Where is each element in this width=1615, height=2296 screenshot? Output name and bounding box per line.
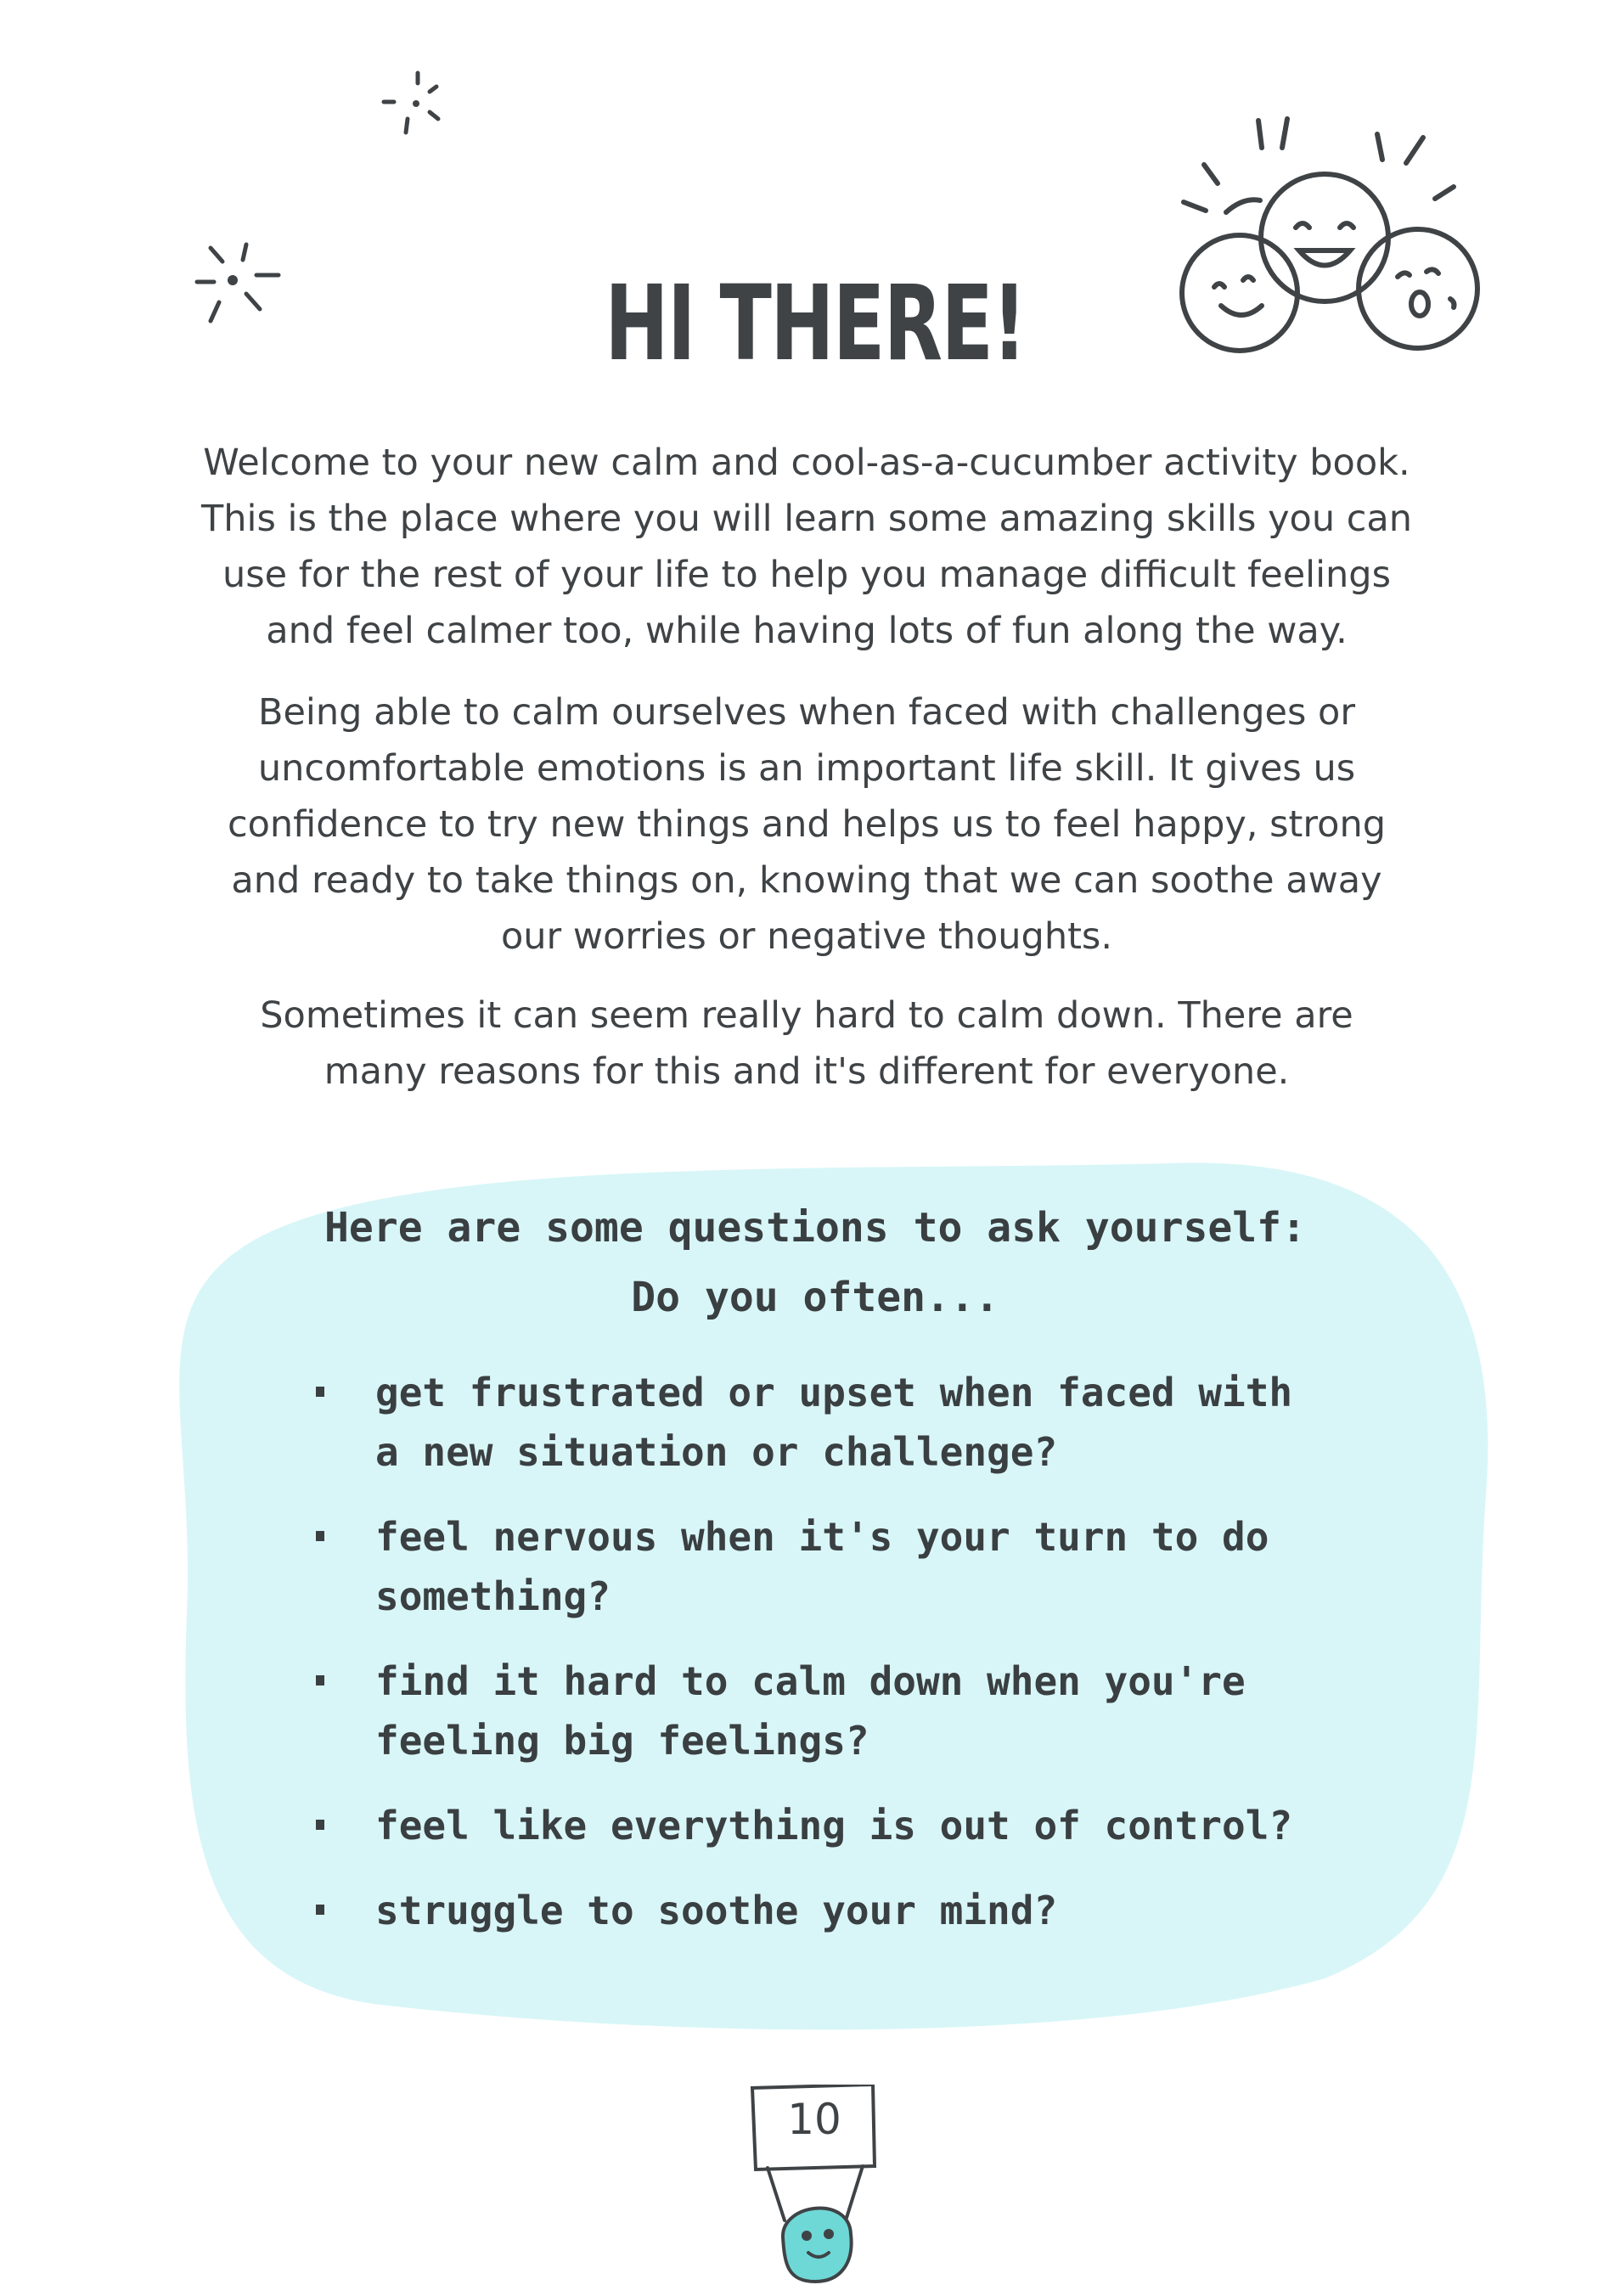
list-item <box>306 1363 1325 1482</box>
text-line: Being able to calm ourselves when faced with challenges or <box>257 691 1356 734</box>
list-item-line: feel nervous when it's your turn to do <box>375 1514 1269 1560</box>
questions-list <box>306 1363 1325 1966</box>
questions-heading <box>272 1193 1359 1332</box>
sparkle-icon <box>374 66 459 151</box>
sparkle-icon <box>185 238 295 340</box>
list-item <box>306 1796 1325 1855</box>
bullet-icon <box>316 1675 324 1685</box>
text-line: Sometimes it can seem really hard to calm down. There are <box>260 994 1353 1037</box>
text-line: Welcome to your new calm and cool-as-a-cucumber activity book. <box>203 442 1410 484</box>
list-item-line: find it hard to calm down when you're <box>375 1658 1246 1704</box>
list-item <box>306 1652 1325 1770</box>
smiley-faces-icon <box>1155 102 1494 365</box>
list-item-line: feel like everything is out of control? <box>375 1803 1293 1849</box>
list-item-line: struggle to soothe your mind? <box>375 1888 1058 1933</box>
text-line: uncomfortable emotions is an important life skill. It gives us <box>257 747 1356 790</box>
list-item <box>306 1507 1325 1626</box>
bullet-icon <box>316 1387 324 1397</box>
list-item-line: something? <box>375 1573 611 1619</box>
bullet-icon <box>316 1820 324 1830</box>
intro-paragraph-1 <box>170 435 1443 659</box>
questions-heading-line-1: Here are some questions to ask yourself: <box>324 1204 1306 1252</box>
text-line: many reasons for this and it's different for everyone. <box>324 1050 1290 1093</box>
text-line: our worries or negative thoughts. <box>501 915 1112 958</box>
text-line: confidence to try new things and helps us to feel happy, strong <box>227 803 1386 846</box>
questions-heading-line-2: Do you often... <box>631 1274 999 1321</box>
list-item-line: get frustrated or upset when faced with <box>375 1370 1293 1415</box>
list-item <box>306 1881 1325 1940</box>
intro-paragraph-2 <box>170 684 1443 965</box>
page-number: 10 <box>787 2095 841 2144</box>
text-line: and feel calmer too, while having lots of fun along the way. <box>266 610 1348 652</box>
intro-paragraph-3 <box>170 988 1443 1100</box>
text-line: use for the rest of your life to help you manage difficult feelings <box>222 554 1392 596</box>
text-line: This is the place where you will learn some amazing skills you can <box>200 498 1412 540</box>
list-item-line: a new situation or challenge? <box>375 1429 1058 1475</box>
bullet-icon <box>316 1531 324 1541</box>
page-title: HI THERE! <box>605 263 1026 384</box>
list-item-line: feeling big feelings? <box>375 1718 869 1764</box>
bullet-icon <box>316 1905 324 1915</box>
text-line: and ready to take things on, knowing that we can soothe away <box>231 859 1382 902</box>
page-number-badge <box>747 2085 883 2292</box>
